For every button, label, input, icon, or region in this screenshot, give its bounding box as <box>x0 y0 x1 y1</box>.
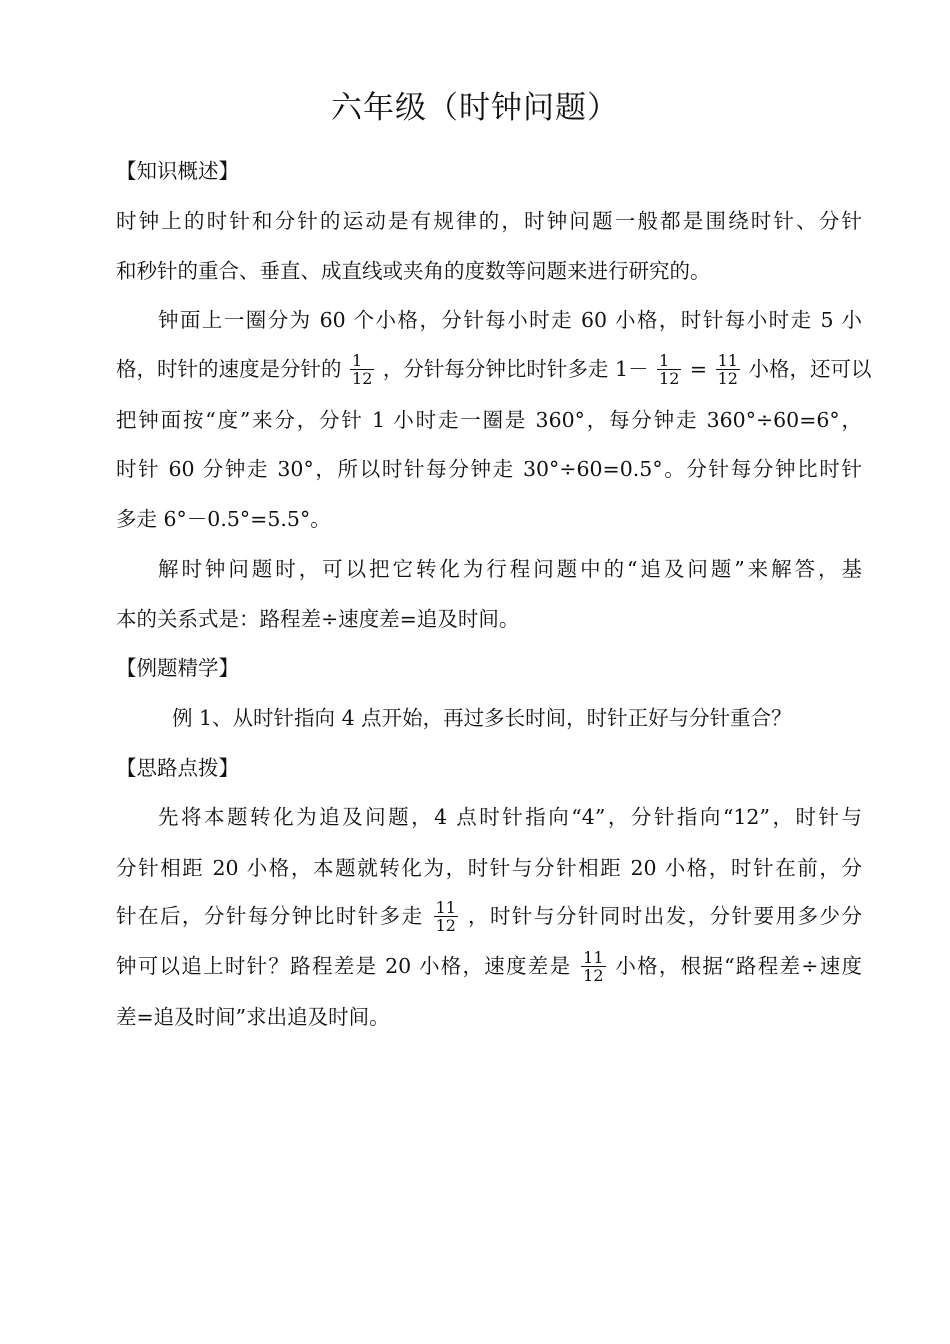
fraction-eleven-twelfths <box>581 949 605 984</box>
paragraph-3-line-2: 本的关系式是：路程差÷速度差=追及时间。 <box>116 607 520 631</box>
text-segment: 小格，根据“路程差÷速度 <box>615 954 862 978</box>
page-title: 六年级（时钟问题） <box>331 90 619 126</box>
section-heading-examples: 【例题精学】 <box>116 656 239 680</box>
fraction-denominator: 12 <box>717 369 738 388</box>
text-segment: 钟可以追上时针？路程差是 20 小格，速度差是 <box>116 954 572 978</box>
fraction-one-twelfth <box>657 352 681 387</box>
paragraph-4-line-1: 先将本题转化为追及问题，4 点时针指向“4”，分针指向“12”，时针与 <box>158 805 862 829</box>
fraction-numerator: 11 <box>717 351 738 370</box>
fraction-one-twelfth <box>350 352 374 387</box>
paragraph-2-line-5: 多走 6°－0.5°=5.5°。 <box>116 507 331 531</box>
text-segment: ，分针每分钟比时针多走 1－ <box>382 357 649 381</box>
text-segment: 针在后，分针每分钟比时针多走 <box>116 904 424 928</box>
fraction-denominator: 12 <box>659 369 680 388</box>
paragraph-4-line-4 <box>116 950 862 985</box>
fraction-denominator: 12 <box>435 916 456 935</box>
fraction-denominator: 12 <box>352 369 373 388</box>
text-segment: = <box>689 357 708 381</box>
text-segment: ，时针与分针同时出发，分针要用多少分 <box>467 904 862 928</box>
text-segment: 小格，还可以 <box>748 357 872 381</box>
fraction-eleven-twelfths <box>716 352 740 387</box>
fraction-numerator: 1 <box>350 352 374 370</box>
paragraph-1-line-1: 时钟上的时针和分针的运动是有规律的，时钟问题一般都是围绕时针、分针 <box>116 209 862 233</box>
paragraph-2-line-4: 时针 60 分钟走 30°，所以时针每分钟走 30°÷60=0.5°。分针每分钟比时针 <box>116 457 862 481</box>
fraction-eleven-twelfths <box>434 899 458 934</box>
paragraph-4-line-3 <box>116 900 862 935</box>
paragraph-4-line-2: 分针相距 20 小格，本题就转化为，时针与分针相距 20 小格，时针在前，分 <box>116 856 862 880</box>
text-segment: 格，时针的速度是分针的 <box>116 357 342 381</box>
section-heading-hint: 【思路点拨】 <box>116 756 239 780</box>
paragraph-2-line-3: 把钟面按“度”来分，分针 1 小时走一圈是 360°，每分钟走 360°÷60=6°， <box>116 408 862 432</box>
paragraph-2-line-1: 钟面上一圈分为 60 个小格，分针每小时走 60 小格，时针每小时走 5 小 <box>158 308 862 332</box>
fraction-numerator: 11 <box>583 948 604 967</box>
paragraph-2-line-2 <box>116 351 872 388</box>
paragraph-4-line-5: 差=追及时间”求出追及时间。 <box>116 1005 390 1029</box>
paragraph-3-line-1: 解时钟问题时，可以把它转化为行程问题中的“追及问题”来解答，基 <box>158 557 862 581</box>
fraction-numerator: 11 <box>435 898 456 917</box>
paragraph-1-line-2: 和秒针的重合、垂直、成直线或夹角的度数等问题来进行研究的。 <box>116 259 711 283</box>
example-1: 例 1、从时针指向 4 点开始，再过多长时间，时针正好与分针重合？ <box>172 706 792 730</box>
fraction-numerator: 1 <box>657 352 681 370</box>
fraction-denominator: 12 <box>583 966 604 985</box>
section-heading-knowledge: 【知识概述】 <box>116 159 239 183</box>
